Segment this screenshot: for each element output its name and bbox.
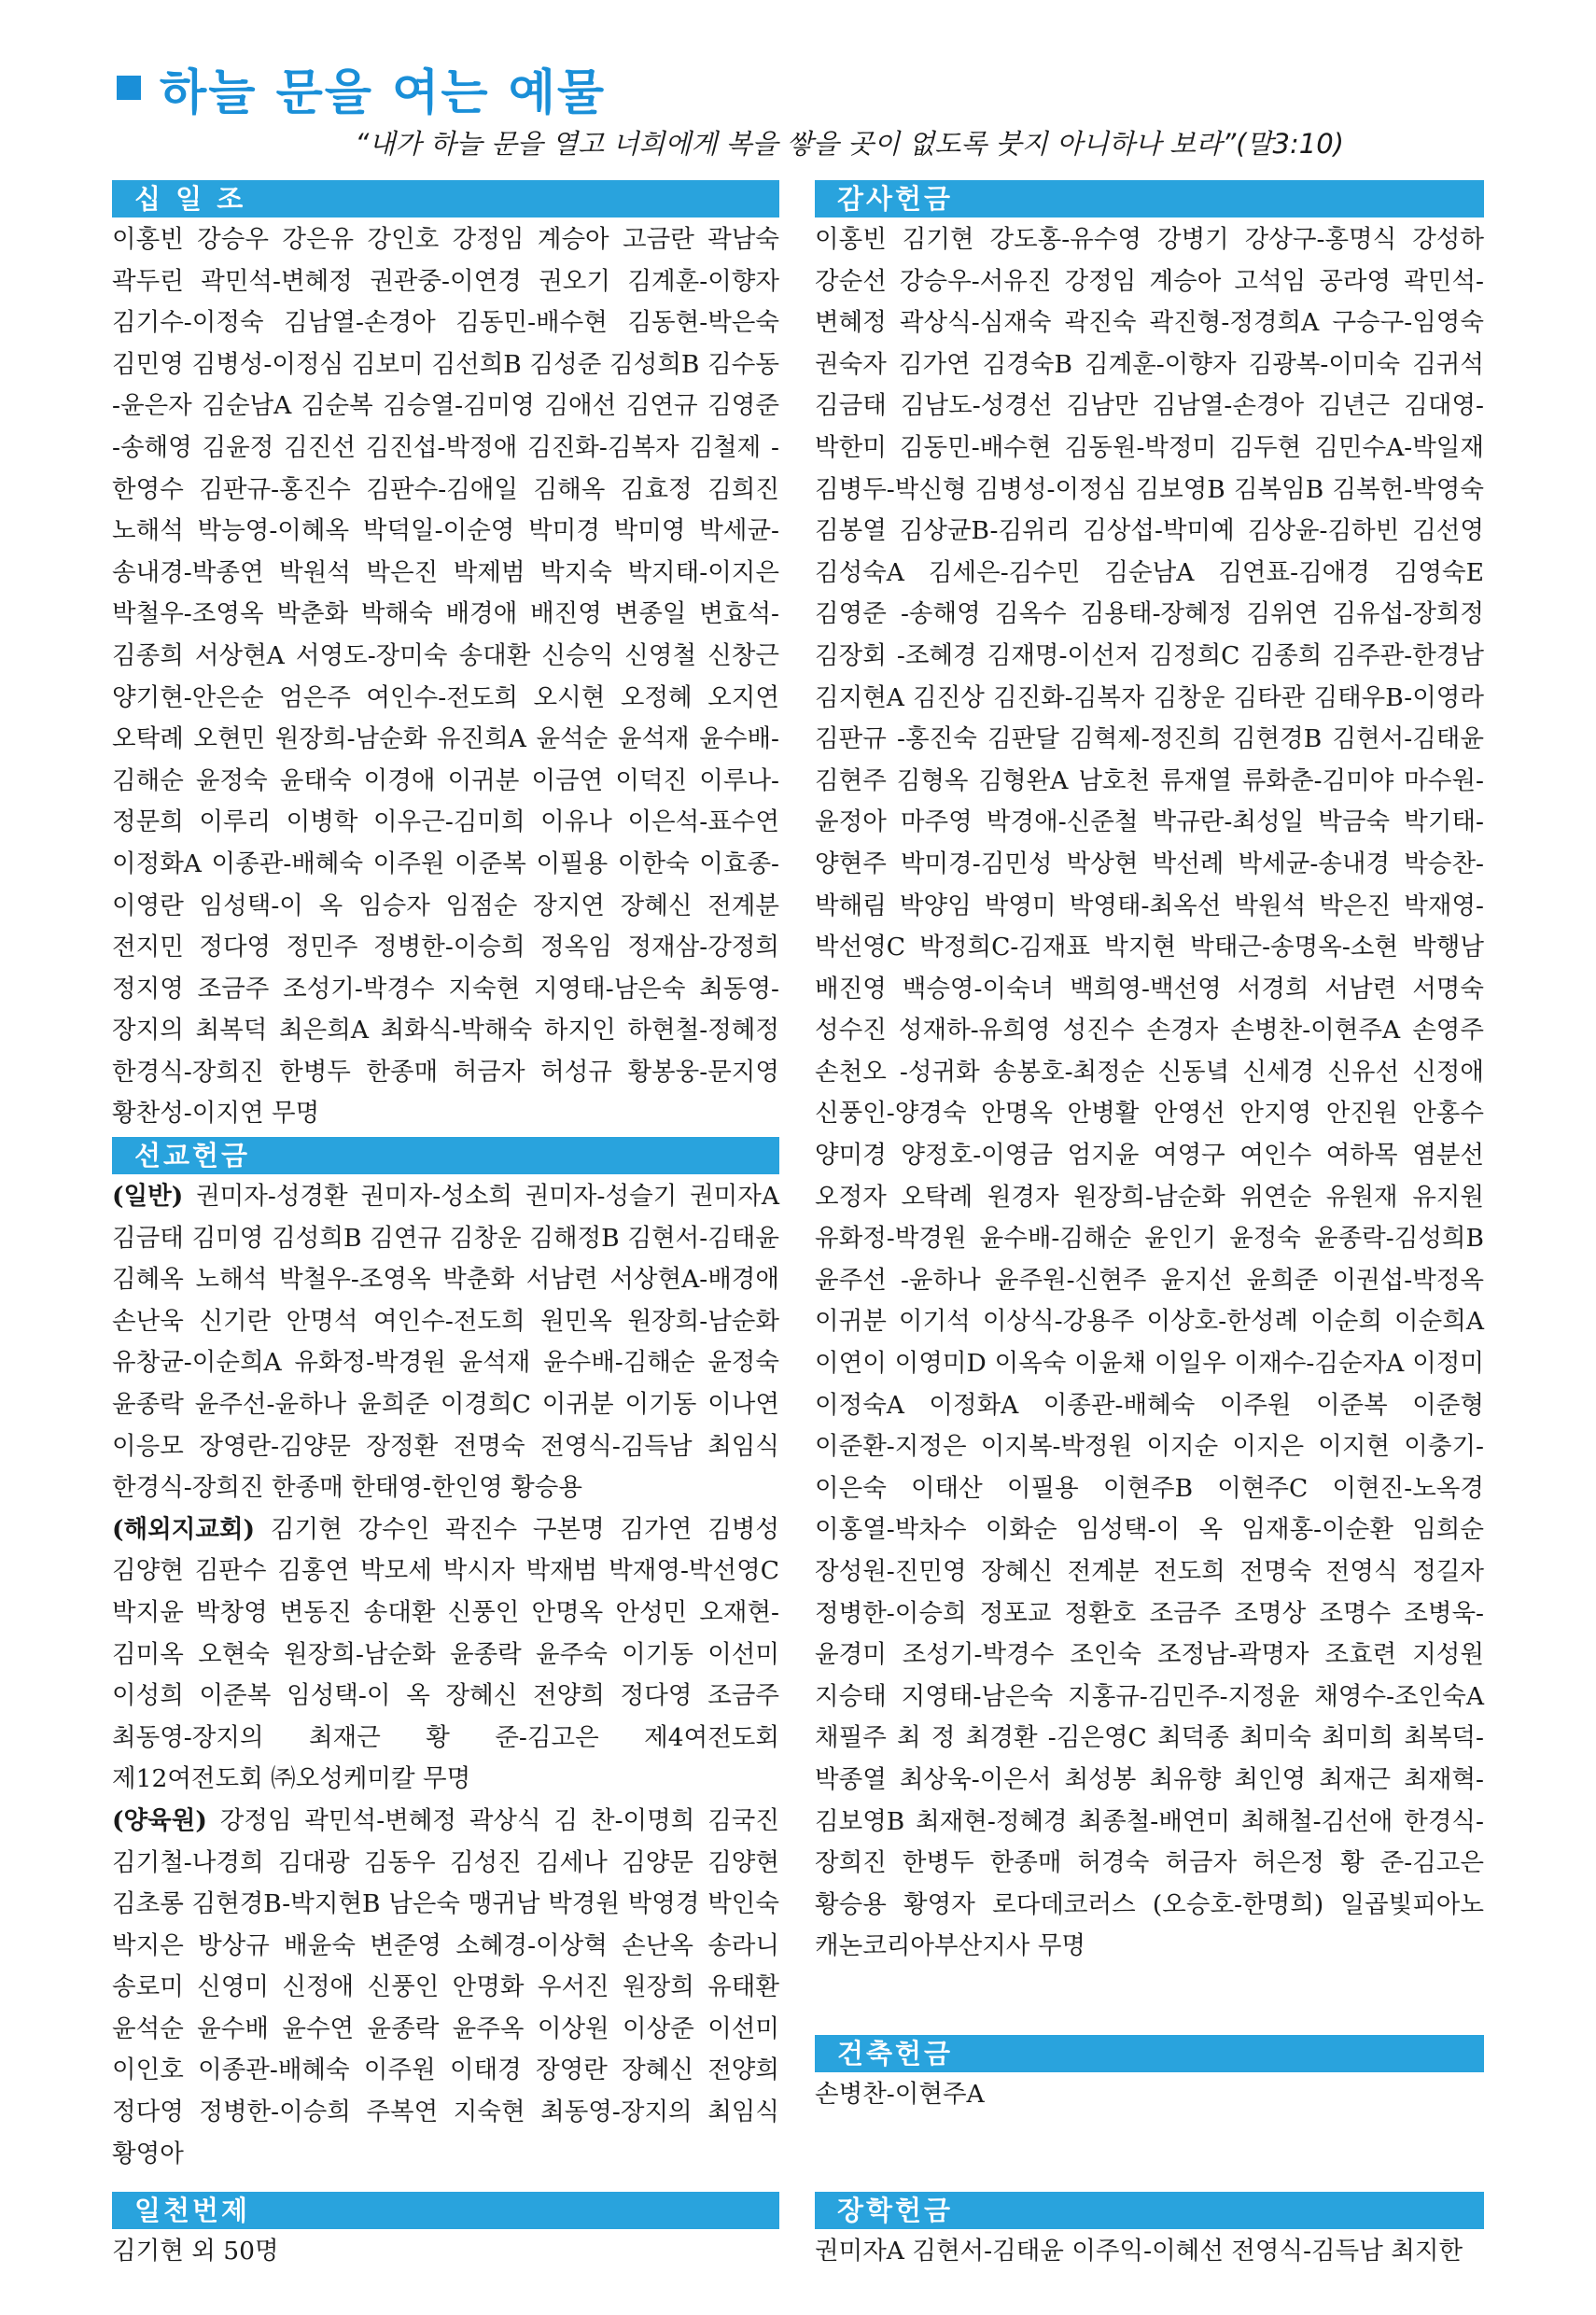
tithe-header: 십 일 조 xyxy=(112,180,779,217)
thanks-header: 감사헌금 xyxy=(815,180,1484,217)
mission-general-label: (일반) xyxy=(112,1182,184,1211)
thousand-offering-names: 김기현 외 50명 xyxy=(112,2237,279,2266)
building-section xyxy=(815,2035,1484,2116)
thousand-offering-header: 일천번제 xyxy=(112,2192,779,2229)
mission-orphanage-label: (양육원) xyxy=(112,1805,207,1835)
tithe-section xyxy=(112,180,779,1135)
scholarship-header: 장학헌금 xyxy=(815,2192,1484,2229)
mission-overseas xyxy=(112,1509,779,1801)
bullet-square-icon xyxy=(117,76,141,100)
building-names: 손병찬-이현주A xyxy=(815,2080,985,2109)
tithe-names: 이홍빈 강승우 강은유 강인호 강정임 계승아 고금란 곽남숙 곽두린 곽민석-변혜정 권관중-이연경 권오기 김계훈-이향자 김기수-이정숙 김남열-손경아 김동민-배수현 김동현-박은숙 김민영 김병성-이정심 김보미 김선희B 김성준 김성희B 김수동 -윤은자 김순남A 김순복 김승열-김미영 김애선 김연규 김영준 -송해영 김윤정 김진선 김진섭-박정애 김진화-김복자 김철제 -한영수 김판규-홍진수 김판수-김애일 김해옥 김효정 김희진 노해석 박능영-이혜옥 박덕일-이순영 박미경 박미영 박세균-송내경-박종연 박원석 박은진 박제범 박지숙 박지태-이지은 박철우-조영옥 박춘화 박해숙 배경애 배진영 변종일 변효석-김종희 서상현A 서영도-장미숙 송대환 신승익 신영철 신창근 양기현-안은순 엄은주 여인수-전도희 오시현 오정혜 오지연 오탁례 오현민 원장희-남순화 유진희A 윤석순 윤석재 윤수배-김해순 윤정숙 윤태숙 이경애 이귀분 이금연 이덕진 이루나-정문희 이루리 이병학 이우근-김미희 이유나 이은석-표수연 이정화A 이종관-배혜숙 이주원 이준복 이필용 이한숙 이효종-이영란 임성택-이 옥 임승자 임점순 장지연 장혜신 전계분 전지민 정다영 정민주 정병한-이승희 정옥임 정재삼-강정희 정지영 조금주 조성기-박경수 지숙현 지영태-남은숙 최동영-장지의 최복덕 최은희A 최화식-박해숙 하지인 하현철-정혜정 한경식-장희진 한병두 한종매 허금자 허성규 황봉웅-문지영 황찬성-이지연 무명 xyxy=(112,225,779,1129)
scholarship-section xyxy=(815,2192,1484,2273)
thanks-section xyxy=(815,180,1484,1968)
mission-overseas-label: (해외지교회) xyxy=(112,1514,256,1544)
mission-general xyxy=(112,1174,779,1509)
mission-header: 선교헌금 xyxy=(112,1137,779,1174)
thousand-offering-section xyxy=(112,2192,779,2273)
mission-section xyxy=(112,1137,779,2175)
building-header: 건축헌금 xyxy=(815,2035,1484,2072)
mission-general-names: 권미자-성경환 권미자-성소희 권미자-성슬기 권미자A 김금태 김미영 김성희B 김연규 김창운 김해정B 김현서-김태윤 김혜옥 노해석 박철우-조영옥 박춘화 서남련 서상현A-배경애 손난욱 신기란 안명석 여인수-전도희 원민옥 원장희-남순화 유창균-이순희A 유화정-박경원 윤석재 윤수배-김해순 윤정숙 윤종락 윤주선-윤하나 윤희준 이경희C 이귀분 이기동 이나연 이응모 장영란-김양문 장정환 전명숙 전영식-김득남 최임식 한경식-장희진 한종매 한태영-한인영 황승용 xyxy=(112,1182,779,1503)
mission-orphanage-names: 강정임 곽민석-변혜정 곽상식 김 찬-이명희 김국진 김기철-나경희 김대광 김동우 김성진 김세나 김양문 김양현 김초롱 김현경B-박지현B 남은숙 맹귀남 박경원 박영경 박인숙 박지은 방상규 배윤숙 변준영 소혜경-이상혁 손난옥 송라니 송로미 신영미 신정애 신풍인 안명화 우서진 원장희 유태환 윤석순 윤수배 윤수연 윤종락 윤주옥 이상원 이상준 이선미 이인호 이종관-배혜숙 이주원 이태경 장영란 장혜신 전양희 정다영 정병한-이승희 주복연 지숙현 최동영-장지의 최임식 황영아 xyxy=(112,1805,779,2168)
page-title xyxy=(117,54,606,121)
mission-orphanage xyxy=(112,1801,779,2175)
scripture-verse: “내가 하늘 문을 열고 너희에게 복을 쌓을 곳이 없도록 붓지 아니하나 보라”(말3:10) xyxy=(355,128,1344,160)
mission-overseas-names: 김기현 강수인 곽진수 구본명 김가연 김병성 김양현 김판수 김홍연 박모세 박시자 박재범 박재영-박선영C 박지윤 박창영 변동진 송대환 신풍인 안명옥 안성민 오재현-김미옥 오현숙 원장희-남순화 윤종락 윤주숙 이기동 이선미 이성희 이준복 임성택-이 옥 장혜신 전양희 정다영 조금주 최동영-장지의 최재근 황 준-김고은 제4여전도회 제12여전도회 ㈜오성케미칼 무명 xyxy=(112,1514,779,1794)
scholarship-names: 권미자A 김현서-김태윤 이주익-이혜선 전영식-김득남 최지한 xyxy=(815,2237,1463,2266)
page-title-text: 하늘 문을 여는 예물 xyxy=(160,64,607,121)
thanks-names: 이홍빈 김기현 강도홍-유수영 강병기 강상구-홍명식 강성하 강순선 강승우-서유진 강정임 계승아 고석임 공라영 곽민석-변혜정 곽상식-심재숙 곽진숙 곽진형-정경희A 구승구-임영숙 권숙자 김가연 김경숙B 김계훈-이향자 김광복-이미숙 김귀석 김금태 김남도-성경선 김남만 김남열-손경아 김년근 김대영-박한미 김동민-배수현 김동원-박정미 김두현 김민수A-박일재 김병두-박신형 김병성-이정심 김보영B 김복임B 김복헌-박영숙 김봉열 김상균B-김위리 김상섭-박미예 김상윤-김하빈 김선영 김성숙A 김세은-김수민 김순남A 김연표-김애경 김영숙E 김영준 -송해영 김옥수 김용태-장혜정 김위연 김유섭-장희정 김장회 -조혜경 김재명-이선저 김정희C 김종희 김주관-한경남 김지현A 김진상 김진화-김복자 김창운 김타관 김태우B-이영라 김판규 -홍진숙 김판달 김혁제-정진희 김현경B 김현서-김태윤 김현주 김형옥 김형완A 남호천 류재열 류화춘-김미야 마수원-윤정아 마주영 박경애-신준철 박규란-최성일 박금숙 박기태-양현주 박미경-김민성 박상현 박선례 박세균-송내경 박승찬-박해림 박양임 박영미 박영태-최옥선 박원석 박은진 박재영-박선영C 박정희C-김재표 박지현 박태근-송명옥-소현 박행남 배진영 백승영-이숙녀 백희영-백선영 서경희 서남련 서명숙 성수진 성재하-유희영 성진수 손경자 손병찬-이현주A 손영주 손천오 -성귀화 송봉호-최정순 신동녘 신세경 신유선 신정애 신풍인-양경숙 안명옥 안병활 안영선 안지영 안진원 안홍수 양미경 양정호-이영금 엄지윤 여영구 여인수 여하목 염분선 오정자 오탁례 원경자 원장희-남순화 위연순 유원재 유지원 유화정-박경원 윤수배-김해순 윤인기 윤정숙 윤종락-김성희B 윤주선 -윤하나 윤주원-신현주 윤지선 윤희준 이권섭-박정옥 이귀분 이기석 이상식-강용주 이상호-한성례 이순희 이순희A 이연이 이영미D 이옥숙 이윤채 이일우 이재수-김순자A 이정미 이정숙A 이정화A 이종관-배혜숙 이주원 이준복 이준형 이준환-지정은 이지복-박정원 이지순 이지은 이지현 이충기-이은숙 이태산 이필용 이현주B 이현주C 이현진-노옥경 이홍열-박차수 이화순 임성택-이 옥 임재홍-이순환 임희순 장성원-진민영 장혜신 전계분 전도희 전명숙 전영식 정길자 정병한-이승희 정포교 정환호 조금주 조명상 조명수 조병욱-윤경미 조성기-박경수 조인숙 조정남-곽명자 조효련 지성원 지승태 지영태-남은숙 지홍규-김민주-지정윤 채영수-조인숙A 채필주 최 정 최경환 -김은영C 최덕종 최미숙 최미희 최복덕-박종열 최상욱-이은서 최성봉 최유향 최인영 최재근 최재혁-김보영B 최재현-정혜경 최종철-배연미 최해철-김선애 한경식-장희진 한병두 한종매 허경숙 허금자 허은정 황 준-김고은 황승용 황영자 로다데코러스 (오승호-한명희) 일곱빛피아노 캐논코리아부산지사 무명 xyxy=(815,225,1484,1961)
